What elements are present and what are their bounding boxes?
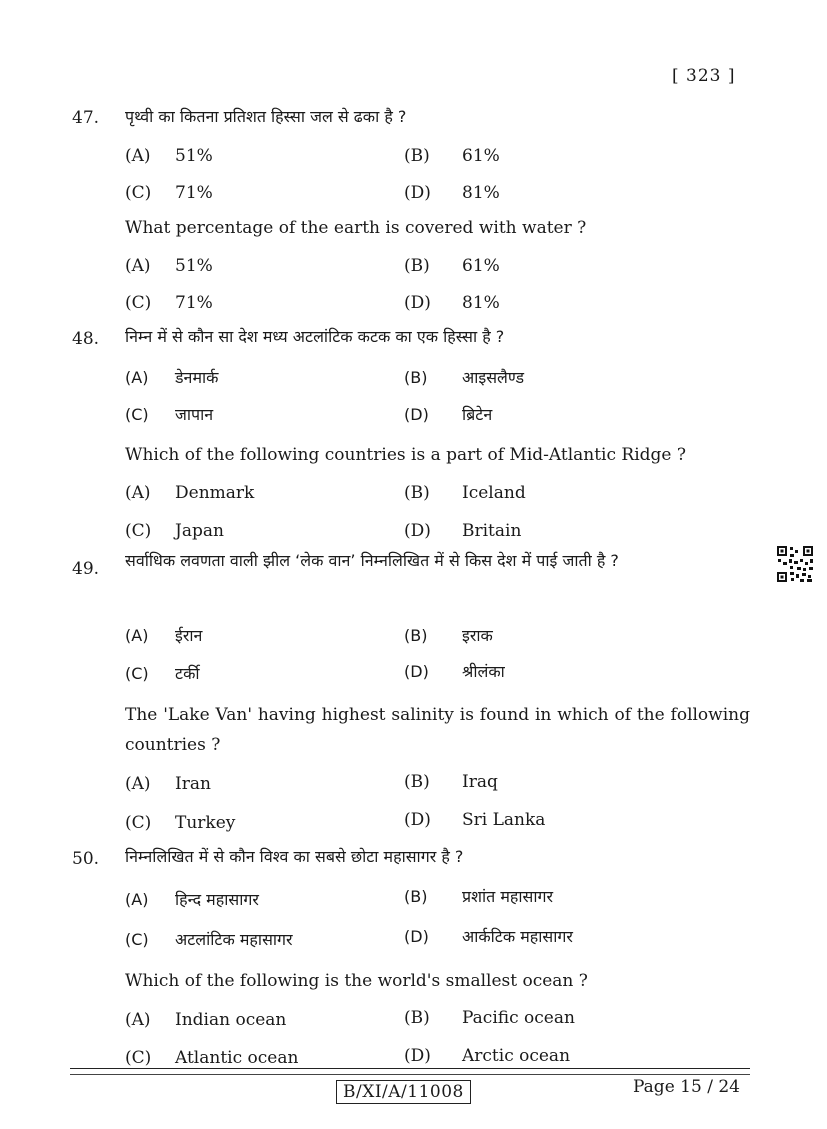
question-text-english: What percentage of the earth is covered with water ? <box>125 218 587 238</box>
option-letter: (B) <box>404 626 428 645</box>
option-b-hindi <box>404 624 493 646</box>
option-text: 71% <box>175 293 213 313</box>
option-letter: (D) <box>404 405 429 424</box>
option-c-hindi <box>125 662 200 684</box>
question-text-english: The 'Lake Van' having highest salinity is found in which of the following countries ? <box>125 705 750 755</box>
option-letter: (D) <box>404 521 431 541</box>
paper-code: B/XI/A/11008 <box>336 1080 471 1104</box>
page-counter: Page 15 / 24 <box>633 1077 740 1097</box>
option-letter: (A) <box>125 890 149 909</box>
option-text: हिन्द महासागर <box>175 890 259 909</box>
page-number-box: [ 323 ] <box>672 66 736 86</box>
option-letter: (A) <box>125 256 151 276</box>
option-letter: (B) <box>404 1008 430 1028</box>
question-text-english: Which of the following countries is a part of Mid-Atlantic Ridge ? <box>125 445 686 465</box>
option-text: 81% <box>462 293 500 313</box>
option-d-english <box>404 521 521 541</box>
option-text: Denmark <box>175 483 255 503</box>
option-text: Sri Lanka <box>462 810 546 830</box>
option-a-english <box>125 774 211 794</box>
option-c-hindi <box>125 183 213 203</box>
option-text: ईरान <box>175 626 203 645</box>
option-letter: (D) <box>404 927 429 946</box>
question-text-english: Which of the following is the world's smallest ocean ? <box>125 971 588 991</box>
option-text: Indian ocean <box>175 1010 287 1030</box>
option-text: Atlantic ocean <box>175 1048 299 1068</box>
question-number: 49. <box>72 559 100 579</box>
option-a-hindi <box>125 624 202 646</box>
option-c-english <box>125 521 224 541</box>
option-letter: (D) <box>404 183 431 203</box>
option-b-english <box>404 483 526 503</box>
option-letter: (A) <box>125 626 149 645</box>
option-text: जापान <box>175 405 214 424</box>
option-text: 81% <box>462 183 500 203</box>
option-b-hindi <box>404 885 553 907</box>
option-letter: (B) <box>404 483 430 503</box>
option-d-hindi <box>404 403 492 425</box>
option-text: 61% <box>462 256 500 276</box>
option-d-hindi <box>404 925 573 947</box>
option-text: श्रीलंका <box>462 662 505 681</box>
option-d-english <box>404 293 500 313</box>
question-number: 48. <box>72 329 100 349</box>
option-c-english <box>125 293 213 313</box>
option-text: Iraq <box>462 772 498 792</box>
option-text: अटलांटिक महासागर <box>175 930 293 949</box>
question-text-hindi: पृथ्वी का कितना प्रतिशत हिस्सा जल से ढका है ? <box>125 107 407 126</box>
option-c-hindi <box>125 928 293 950</box>
option-text: Japan <box>175 521 224 541</box>
footer-divider <box>70 1074 750 1075</box>
option-letter: (B) <box>404 256 430 276</box>
option-letter: (D) <box>404 1046 431 1066</box>
option-b-english <box>404 772 498 792</box>
qr-code-icon <box>776 545 814 583</box>
option-text: 51% <box>175 256 213 276</box>
option-letter: (C) <box>125 405 149 424</box>
option-text: प्रशांत महासागर <box>462 887 554 906</box>
option-text: Pacific ocean <box>462 1008 575 1028</box>
option-c-english <box>125 1048 298 1068</box>
option-text: Iceland <box>462 483 526 503</box>
option-a-hindi <box>125 366 218 388</box>
option-letter: (D) <box>404 810 431 830</box>
option-letter: (C) <box>125 521 152 541</box>
option-b-hindi <box>404 366 524 388</box>
option-text: Arctic ocean <box>462 1046 571 1066</box>
option-letter: (A) <box>125 146 151 166</box>
option-letter: (B) <box>404 368 428 387</box>
option-a-hindi <box>125 146 213 166</box>
option-letter: (D) <box>404 293 431 313</box>
option-text: आर्कटिक महासागर <box>462 927 573 946</box>
option-text: टर्की <box>175 664 200 683</box>
option-letter: (C) <box>125 930 149 949</box>
option-letter: (B) <box>404 887 428 906</box>
option-d-hindi <box>404 660 505 682</box>
option-letter: (A) <box>125 1010 151 1030</box>
option-letter: (C) <box>125 664 149 683</box>
option-text: Iran <box>175 774 211 794</box>
option-d-english <box>404 1046 570 1066</box>
question-number: 50. <box>72 849 100 869</box>
option-d-hindi <box>404 183 500 203</box>
option-c-hindi <box>125 403 213 425</box>
option-a-hindi <box>125 888 259 910</box>
option-letter: (B) <box>404 146 430 166</box>
option-text: आइसलैण्ड <box>462 368 525 387</box>
option-a-english <box>125 256 213 276</box>
option-b-hindi <box>404 146 500 166</box>
option-letter: (D) <box>404 662 429 681</box>
option-letter: (C) <box>125 1048 152 1068</box>
option-text: 51% <box>175 146 213 166</box>
option-text: ब्रिटेन <box>462 405 493 424</box>
option-letter: (B) <box>404 772 430 792</box>
option-a-english <box>125 483 254 503</box>
question-text-hindi: निम्न में से कौन सा देश मध्य अटलांटिक कटक का एक हिस्सा है ? <box>125 327 505 346</box>
option-b-english <box>404 256 500 276</box>
option-letter: (C) <box>125 813 152 833</box>
option-text: Britain <box>462 521 522 541</box>
option-letter: (A) <box>125 368 149 387</box>
option-letter: (C) <box>125 293 152 313</box>
question-text-hindi: सर्वाधिक लवणता वाली झील ‘लेक वान’ निम्नलिखित में से किस देश में पाई जाती है ? <box>125 551 619 570</box>
option-text: 61% <box>462 146 500 166</box>
option-d-english <box>404 810 545 830</box>
option-b-english <box>404 1008 575 1028</box>
option-text: डेनमार्क <box>175 368 219 387</box>
option-letter: (A) <box>125 774 151 794</box>
option-c-english <box>125 813 235 833</box>
option-letter: (A) <box>125 483 151 503</box>
option-a-english <box>125 1010 286 1030</box>
option-text: 71% <box>175 183 213 203</box>
question-text-hindi: निम्नलिखित में से कौन विश्व का सबसे छोटा महासागर है ? <box>125 847 464 866</box>
question-number: 47. <box>72 108 100 128</box>
option-letter: (C) <box>125 183 152 203</box>
option-text: Turkey <box>175 813 236 833</box>
option-text: इराक <box>462 626 493 645</box>
footer-divider <box>70 1068 750 1069</box>
